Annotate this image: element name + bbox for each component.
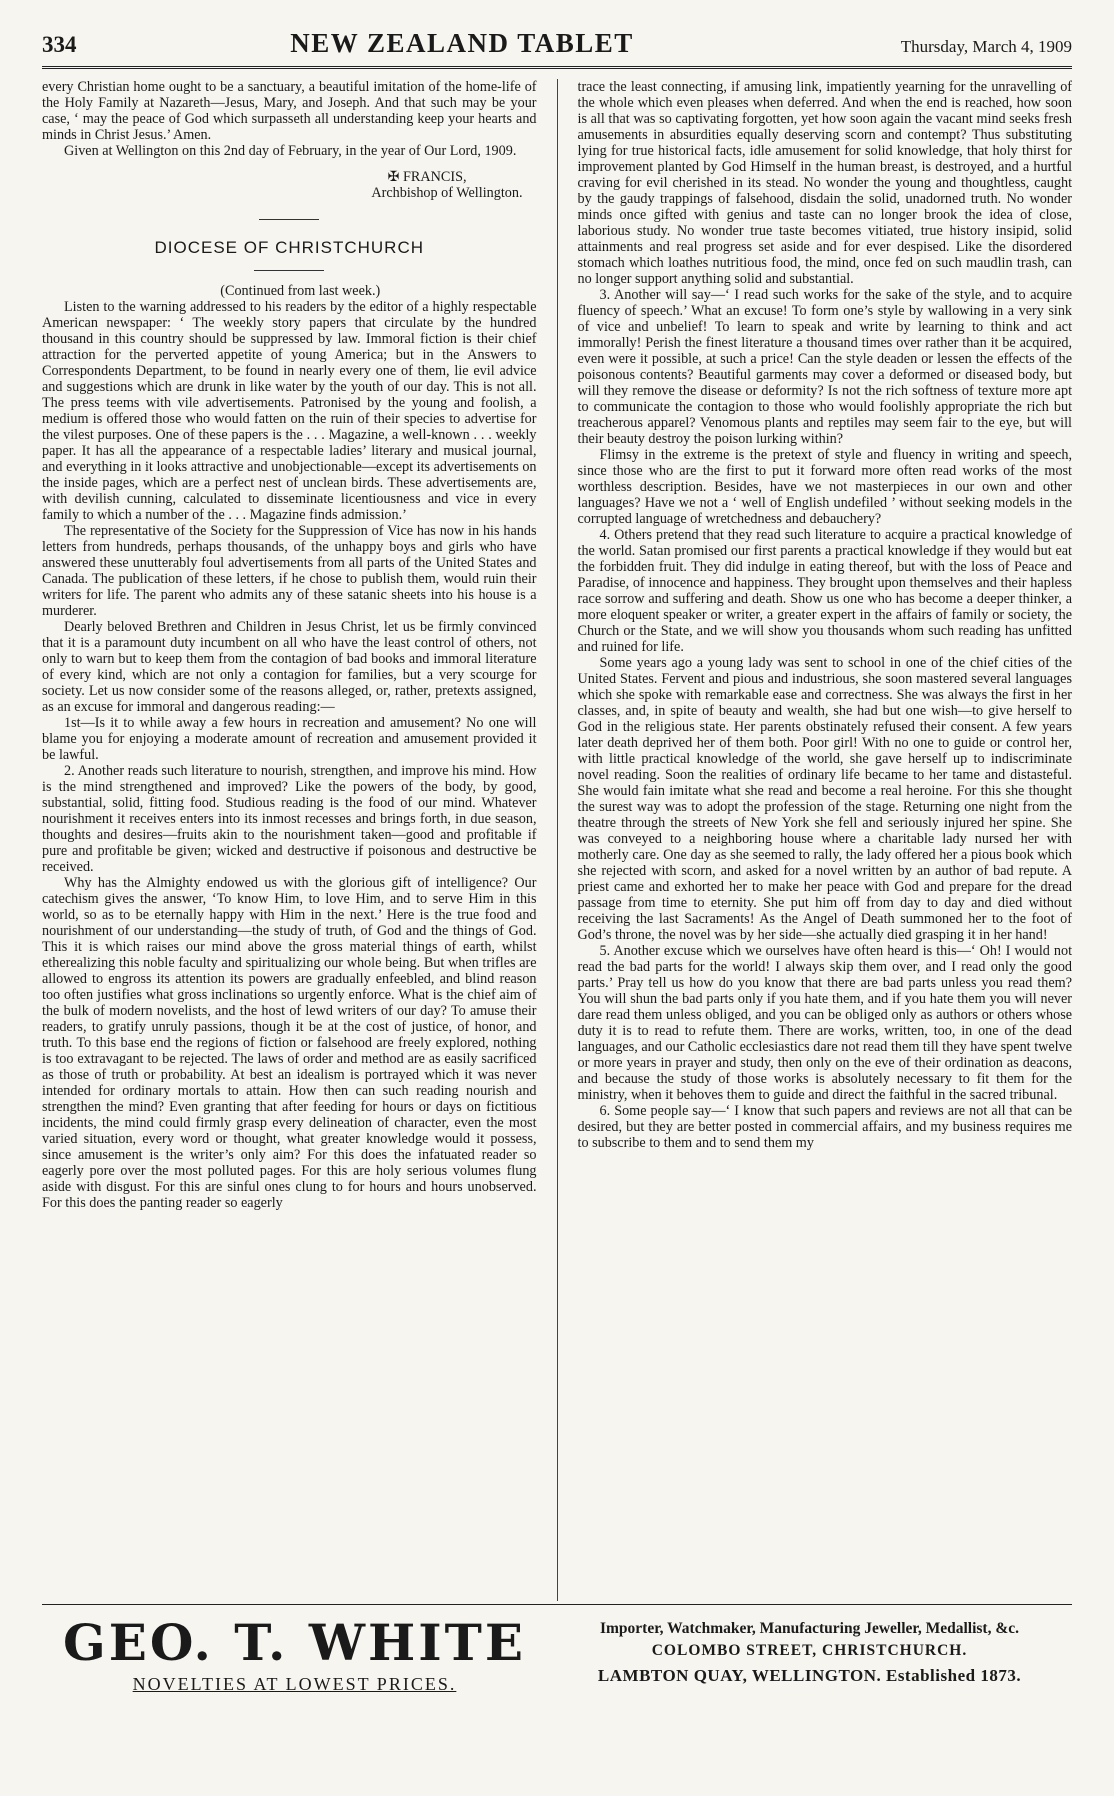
advert-trades: Importer, Watchmaker, Manufacturing Jeweller, Medallist, &c. [599, 1620, 1020, 1637]
paragraph: Why has the Almighty endowed us with the glorious gift of intelligence? Our catechism gives the answer, ‘To know Him, to love Him, and to serve Him in this world, so as to be eternally happy with Him in the next.’ Here is the true food and nourishment of our understanding—the study of truth, of God and the things of God. This it is which raises our mind above the gross material things of earth, whilst etherealizing this noble faculty and spiritualizing our whole being. But when trifles are allowed to engross its attention its powers are gradually enfeebled, and blind reason too often justifies what gross inclinations so urgently enforce. What is the chief aim of the bulk of modern novelists, and the host of lewd writers of our day? To amuse their readers, to gratify unruly passions, though it be at the cost of justice, of honor, and truth. To this base end the regions of fiction or falsehood are freely explored, nothing is too extravagant to be rejected. The laws of order and method are as easily sacrificed as those of truth or probability. At best an idealism is portrayed which it was never intended for ordinary mortals to attain. How then can such reading nourish and strengthen the mind? Even granting that after feeding for hours or days on fictitious incidents, the mind could firmly grasp every delineation of character, even the most varied situation, every word or thought, what greater knowledge would it possess, since amusement is the writer’s only aim? For this does the infatuated reader so eagerly pore over the most polluted pages. For this are holy serious volumes flung aside with disgust. For this are sinful ones clung to for hours and hours unobserved. For this does the panting reader so eagerly [42, 875, 537, 1211]
masthead [42, 28, 1072, 62]
advert-tagline: NOVELTIES AT LOWEST PRICES. [132, 1674, 457, 1694]
paragraph: Given at Wellington on this 2nd day of February, in the year of Our Lord, 1909. [64, 143, 517, 159]
masthead-rule [42, 66, 1072, 69]
paragraph: trace the least connecting, if amusing link, impatiently yearning for the unravelling of the whole which even pleases when deferred. And when the end is reached, how soon is all that was so captivating forgotten, yet how soon again the vacant mind seeks fresh amusements in absurdities equally deserving scorn and contempt? Thus substituting lying for true historical facts, idle amusement for solid knowledge, that holy thirst for improvement planted by God Himself in the human breast, is destroyed, and a hurtful craving for evil cherished in its stead. No wonder the young and thoughtless, caught by the gaudy trappings of falsehood, disdain the solid, unadorned truth. No wonder minds once gifted with genius and taste can no longer brook the idea of close, laborious study. No wonder true taste becomes vitiated, true history insipid, solid attainments and real progress set aside and for ever despised. Like the disordered stomach which loathes nutritious food, the mind, once fed on such maudlin trash, can no longer support anything solid and substantial. [577, 79, 1072, 287]
paragraph: Some years ago a young lady was sent to school in one of the chief cities of the United States. Fervent and pious and industrious, she soon mastered several languages which she spoke with remarkable ease and correctness. She was always the first in her classes, and, in spite of beauty and wealth, she had but one wish—to give herself to God in the religious state. Her parents obstinately refused their consent. A few years later death deprived her of them both. Poor girl! With no one to guide or control her, with little practical knowledge of the world, she gave herself up to indiscriminate novel reading. Soon the realities of ordinary life became to her tame and distasteful. She would fain imitate what she read and become a real heroine. For this she thought the surest way was to adopt the profession of the stage. Returning one night from the theatre through the streets of New York she fell and seriously injured her spine. She was conveyed to a neighboring house where a charitable lady nursed her with motherly care. One day as she seemed to rally, the lady offered her a pious book which she rejected with scorn, and asked for a novel written by an author of bad repute. A priest came and exhorted her to make her peace with God and prepare for the dread passage from time to eternity. She put him off from day to day and died without receiving the last Sacraments! As the Angel of Death summoned her to the foot of God’s throne, the novel was by her side—she actually died grasping it in her hand! [577, 655, 1072, 943]
column-divider [557, 79, 558, 1601]
paragraph: Flimsy in the extreme is the pretext of style and fluency in writing and speech, since those who are the first to put it forward more often read works of the most worthless description. Besides, have we not masterpieces in our own and other languages? Have we not a ‘ well of English undefiled ’ without seeking models in the corrupted language of wretchedness and debauchery? [577, 447, 1072, 527]
advert-name: GEO. T. WHITE [63, 1613, 526, 1672]
advert-details [547, 1614, 1072, 1764]
advert-brand [42, 1614, 547, 1764]
issue-date: Thursday, March 4, 1909 [900, 37, 1072, 56]
left-column [42, 79, 537, 1601]
heading-rule [254, 270, 324, 271]
signature-title: Archbishop of Wellington. [371, 185, 523, 201]
advert-rule [42, 1604, 1072, 1605]
newspaper-title: NEW ZEALAND TABLET [290, 28, 634, 58]
signature-name: ✠ FRANCIS, [387, 169, 467, 185]
advert-address-christchurch: COLOMBO STREET, CHRISTCHURCH. [651, 1642, 968, 1659]
paragraph: 2. Another reads such literature to nourish, strengthen, and improve his mind. How is the mind strengthened and improved? Like the powers of the body, by good, substantial, solid, fitting food. Studious reading is the food of our mind. Whatever nourishment it receives enters into its inmost recesses and brings forth, in due season, thoughts and desires—fruits akin to the nourishment taken—good and profitable if pure and profitable be given; wicked and destructive if poisonous and destructive be received. [42, 763, 537, 875]
advertisement [42, 1614, 1072, 1764]
paragraph: 1st—Is it to while away a few hours in recreation and amusement? No one will blame you for enjoying a moderate amount of recreation and amusement provided it be lawful. [42, 715, 537, 763]
paragraph: The representative of the Society for the Suppression of Vice has now in his hands letters from hundreds, perhaps thousands, of the unhappy boys and girls who have answered these unutterably foul advertisements from all parts of the United States and Canada. The publication of these letters, if he chose to publish them, would ruin their writers for life. The parent who admits any of these satanic sheets into his house is a murderer. [42, 523, 537, 619]
paragraph: 6. Some people say—‘ I know that such papers and reviews are not all that can be desired, but they are better posted in commercial affairs, and my business requires me to subscribe to them and to send them my [577, 1103, 1072, 1151]
section-divider [259, 219, 319, 220]
paragraph: 5. Another excuse which we ourselves have often heard is this—‘ Oh! I would not read the bad parts for the world! I always skip them over, and I read only the good parts.’ Pray tell us how do you know that there are bad parts unless you read them? You will shun the bad parts only if you hate them, and if you hate them you will never dare read them unless obliged, and you can be obliged only as authors or others whose duty it is to read to refute them. There are works, written, too, in one of the dead languages, and our Catholic ecclesiastics dare not read them till they have spent twelve or more years in prayer and study, then only on the eve of their ordination as deacons, and because the study of those works is absolutely necessary to fit them for the ministry, when it behoves them to guide and direct the faithful in the sacred tribunal. [577, 943, 1072, 1103]
paragraph: Dearly beloved Brethren and Children in Jesus Christ, let us be firmly convinced that it is a paramount duty incumbent on all who have the least control of others, not only to warn but to keep them from the contagion of bad books and immoral literature of every kind, which are not only a contagion for families, but a very scourge for society. Let us now consider some of the reasons alleged, or, rather, pretexts assigned, as an excuse for immoral and dangerous reading:— [42, 619, 537, 715]
right-column [578, 79, 1073, 1601]
section-heading: DIOCESE OF CHRISTCHURCH [154, 238, 425, 257]
paragraph: every Christian home ought to be a sanctuary, a beautiful imitation of the home-life of the Holy Family at Nazareth—Jesus, Mary, and Joseph. And that such may be your case, ‘ may the peace of God which surpasseth all understanding keep your hearts and minds in Christ Jesus.’ Amen. [42, 79, 537, 143]
paragraph: 4. Others pretend that they read such literature to acquire a practical knowledge of the world. Satan promised our first parents a practical knowledge if they would but eat the forbidden fruit. They did indulge in eating thereof, but with the loss of Peace and Paradise, of innocence and happiness. They brought upon themselves and their hapless race sorrow and suffering and death. Show us one who has become a deeper thinker, a more eloquent speaker or writer, a greater expert in the affairs of family or society, the Church or the State, and we will show you thousands whom such reading has unfitted and ruined for life. [577, 527, 1072, 655]
article-columns [42, 79, 1072, 1601]
paragraph: Listen to the warning addressed to his readers by the editor of a highly respectable American newspaper: ‘ The weekly story papers that circulate by the hundred thousand in this country should be suppressed by law. Immoral fiction is their chief attraction for the perverted appetite of young America; but in the Answers to Correspondents Department, to be found in nearly every one of them, lie evil advice and suggestions which are drunk in like water by the youth of our day. This is not all. The press teems with vile advertisements. Patronised by the young and foolish, a medium is offered those who would fatten on the ruin of their species to advertise for the vilest purposes. One of these papers is the . . . Magazine, a well-known . . . weekly paper. It has all the appearance of a respectable ladies’ literary and musical journal, and everything in it looks attractive and unobjectionable—except its advertisements on the inside pages, which are a perfect nest of unclean birds. These advertisements are, with devilish cunning, calculated to disseminate licentiousness and vice in every family to which a number of the . . . Magazine finds admission.’ [42, 299, 537, 523]
page-number: 334 [42, 32, 77, 57]
advert-address-wellington: LAMBTON QUAY, WELLINGTON. Established 1873. [597, 1666, 1022, 1685]
paragraph: 3. Another will say—‘ I read such works for the sake of the style, and to acquire fluency of speech.’ What an excuse! To form one’s style by wallowing in a very sink of vice and unbelief! To learn to speak and write by learning to think and act immorally! Perish the finest literature a thousand times over rather than it be acquired, even were it possible, at such a price! Can the style deaden or lessen the effects of the poisonous contents? Beautiful garments may cover a deformed or diseased body, but will they remove the disease or deformity? Is not the rich softness of texture more apt to communicate the contagion to those who would foolishly appropriate the rich but treacherous apparel? Venomous plants and reptiles may seem fair to the eye, but will their beauty destroy the poison lurking within? [577, 287, 1072, 447]
continued-note: (Continued from last week.) [220, 283, 381, 299]
